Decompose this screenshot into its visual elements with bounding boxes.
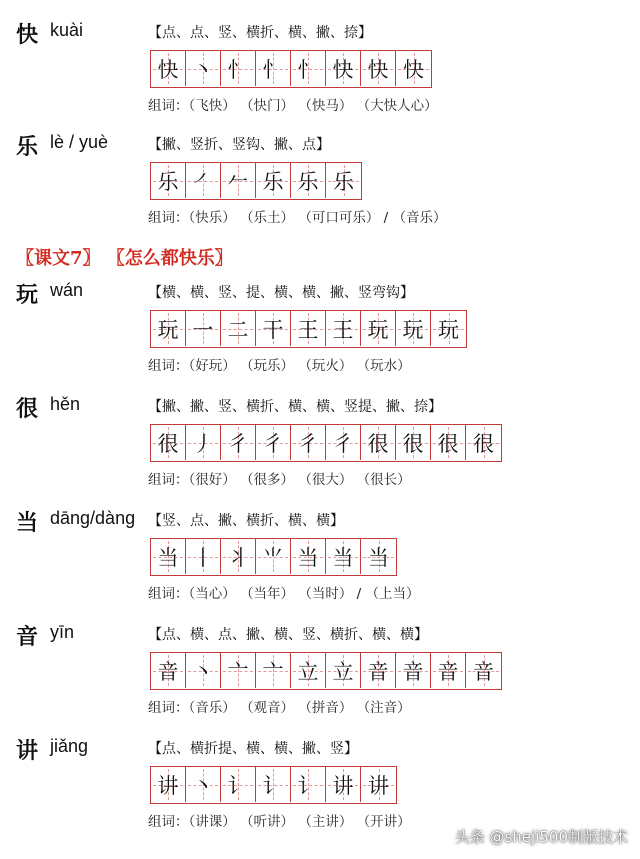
grid-cell [186, 767, 221, 802]
stroke-step-glyph: 彳 [262, 431, 284, 456]
grid-cell [326, 653, 361, 688]
main-character: 很 [16, 396, 39, 422]
grid-cell [326, 51, 361, 86]
pinyin: yīn [50, 622, 75, 642]
writing-grid [150, 162, 362, 200]
stroke-step-glyph: 快 [157, 57, 179, 82]
grid-cell [291, 539, 326, 574]
stroke-step-glyph: 很 [402, 431, 424, 456]
grid-cell [291, 311, 326, 346]
main-character: 当 [16, 510, 39, 536]
grid-cell [256, 653, 291, 688]
stroke-step-glyph: 讠 [262, 773, 284, 798]
grid-cell [291, 767, 326, 802]
stroke-step-glyph: 忄 [297, 57, 319, 82]
stroke-step-glyph: 音 [402, 659, 424, 684]
stroke-step-glyph: 乐 [333, 169, 354, 194]
main-character: 快 [16, 22, 39, 48]
stroke-step-glyph: 乐 [262, 169, 284, 194]
stroke-step-glyph: 立 [332, 659, 354, 684]
grid-cell [221, 539, 256, 574]
main-character: 音 [16, 624, 39, 650]
word-examples: 组词：（飞快） （快门） （快马） （大快人心） [148, 98, 438, 114]
stroke-step-glyph: 音 [473, 659, 494, 684]
word-examples: 组词：（音乐） （观音） （拼音） （注音） [148, 700, 411, 716]
word-examples: 组词：（讲课） （听讲） （主讲） （开讲） [148, 814, 411, 830]
grid-cell [326, 163, 361, 198]
grid-cell [151, 51, 186, 86]
stroke-step-glyph: 很 [473, 431, 494, 456]
stroke-step-glyph: 丶 [192, 57, 214, 82]
stroke-step-glyph: 音 [157, 659, 179, 684]
grid-cell [151, 425, 186, 460]
stroke-step-glyph: 音 [367, 659, 389, 684]
stroke-order-list: 【点、横、点、撇、横、竖、横折、横、横】 [148, 627, 428, 643]
grid-cell [151, 539, 186, 574]
stroke-step-glyph: 很 [157, 431, 179, 456]
stroke-step-glyph: 讲 [332, 773, 354, 798]
grid-cell [396, 311, 431, 346]
grid-cell [291, 51, 326, 86]
grid-cell [221, 425, 256, 460]
grid-cell [396, 425, 431, 460]
stroke-step-glyph: 当 [332, 545, 354, 570]
stroke-step-glyph: 忄 [262, 57, 284, 82]
stroke-step-glyph: 玩 [438, 317, 459, 342]
word-examples: 组词：（当心） （当年） （当时） / （上当） [148, 586, 420, 602]
grid-cell [221, 163, 256, 198]
grid-cell [186, 425, 221, 460]
stroke-order-list: 【撇、竖折、竖钩、撇、点】 [148, 137, 330, 153]
stroke-step-glyph: 亠 [227, 659, 249, 684]
stroke-step-glyph: 丬 [227, 545, 249, 570]
word-examples: 组词：（好玩） （玩乐） （玩火） （玩水） [148, 358, 411, 374]
stroke-order-list: 【撇、撇、竖、横折、横、横、竖提、撇、捺】 [148, 399, 442, 415]
stroke-step-glyph: 讲 [368, 773, 389, 798]
pinyin: kuài [50, 20, 84, 40]
grid-cell [326, 539, 361, 574]
grid-cell [396, 51, 431, 86]
main-character: 乐 [16, 134, 39, 160]
grid-cell [256, 767, 291, 802]
stroke-step-glyph: 干 [262, 317, 284, 342]
stroke-order-list: 【竖、点、撇、横折、横、横】 [148, 513, 344, 529]
stroke-step-glyph: 𠂉 [227, 169, 249, 194]
grid-cell [291, 425, 326, 460]
writing-grid [150, 538, 397, 576]
grid-cell [431, 653, 466, 688]
stroke-step-glyph: 彳 [297, 431, 319, 456]
stroke-order-list: 【横、横、竖、提、横、横、撇、竖弯钩】 [148, 285, 414, 301]
pinyin: lè / yuè [50, 132, 109, 152]
stroke-order-list: 【点、横折提、横、横、撇、竖】 [148, 741, 358, 757]
stroke-step-glyph: 很 [367, 431, 389, 456]
stroke-step-glyph: 玩 [402, 317, 424, 342]
stroke-step-glyph: 讠 [297, 773, 319, 798]
stroke-step-glyph: 乐 [157, 169, 179, 194]
stroke-step-glyph: 亠 [262, 659, 284, 684]
grid-cell [431, 311, 466, 346]
writing-grid [150, 50, 432, 88]
stroke-step-glyph: 乐 [297, 169, 319, 194]
grid-cell [151, 767, 186, 802]
pinyin: wán [50, 280, 84, 300]
grid-cell [221, 653, 256, 688]
grid-cell [361, 539, 396, 574]
grid-cell [291, 653, 326, 688]
lesson-heading: 〖课文7〗 〖怎么都快乐〗 [16, 248, 233, 269]
stroke-order-list: 【点、点、竖、横折、横、撇、捺】 [148, 25, 372, 41]
grid-cell [186, 539, 221, 574]
grid-cell [186, 163, 221, 198]
stroke-step-glyph: 讲 [157, 773, 179, 798]
stroke-step-glyph: 快 [332, 57, 354, 82]
grid-cell [186, 311, 221, 346]
stroke-step-glyph: 快 [367, 57, 389, 82]
pinyin: hěn [50, 394, 81, 414]
stroke-step-glyph: 很 [437, 431, 459, 456]
stroke-step-glyph: 王 [332, 317, 354, 342]
grid-cell [396, 653, 431, 688]
grid-cell [361, 51, 396, 86]
grid-cell [326, 425, 361, 460]
stroke-step-glyph: 忄 [227, 57, 249, 82]
main-character: 讲 [16, 738, 39, 764]
grid-cell [221, 51, 256, 86]
grid-cell [466, 653, 501, 688]
stroke-step-glyph: 当 [157, 545, 179, 570]
writing-grid [150, 424, 502, 462]
pinyin: jiǎng [50, 736, 89, 756]
stroke-step-glyph: 一 [192, 317, 214, 342]
stroke-step-glyph: 讠 [227, 773, 249, 798]
grid-cell [326, 311, 361, 346]
grid-cell [221, 311, 256, 346]
grid-cell [291, 163, 326, 198]
stroke-step-glyph: 当 [368, 545, 389, 570]
writing-grid [150, 652, 502, 690]
grid-cell [221, 767, 256, 802]
grid-cell [256, 539, 291, 574]
main-character: 玩 [16, 282, 39, 308]
grid-cell [186, 51, 221, 86]
stroke-step-glyph: ㇒ [192, 169, 214, 194]
writing-grid [150, 310, 467, 348]
grid-cell [431, 425, 466, 460]
grid-cell [361, 653, 396, 688]
stroke-step-glyph: 玩 [367, 317, 389, 342]
grid-cell [151, 653, 186, 688]
stroke-step-glyph: 玩 [157, 317, 179, 342]
grid-cell [361, 311, 396, 346]
grid-cell [256, 311, 291, 346]
stroke-step-glyph: 二 [227, 317, 249, 342]
stroke-step-glyph: 当 [297, 545, 319, 570]
grid-cell [466, 425, 501, 460]
word-examples: 组词：（快乐） （乐土） （可口可乐） / （音乐） [148, 210, 447, 226]
grid-cell [326, 767, 361, 802]
stroke-step-glyph: 王 [297, 317, 319, 342]
stroke-step-glyph: 丶 [192, 773, 214, 798]
writing-grid [150, 766, 397, 804]
grid-cell [256, 163, 291, 198]
stroke-step-glyph: 丿 [192, 431, 214, 456]
stroke-step-glyph: 彳 [332, 431, 354, 456]
stroke-step-glyph: 丨 [192, 545, 214, 570]
grid-cell [256, 425, 291, 460]
stroke-step-glyph: 音 [437, 659, 459, 684]
watermark: 头条 @sheji500制版技术 [454, 828, 628, 846]
stroke-step-glyph: 彳 [227, 431, 249, 456]
grid-cell [361, 767, 396, 802]
stroke-step-glyph: ⺌ [262, 545, 284, 570]
stroke-step-glyph: 快 [403, 57, 424, 82]
grid-cell [256, 51, 291, 86]
word-examples: 组词：（很好） （很多） （很大） （很长） [148, 472, 411, 488]
pinyin: dāng/dàng [50, 508, 136, 528]
stroke-step-glyph: 立 [297, 659, 319, 684]
grid-cell [151, 311, 186, 346]
grid-cell [186, 653, 221, 688]
stroke-step-glyph: 丶 [192, 659, 214, 684]
grid-cell [361, 425, 396, 460]
grid-cell [151, 163, 186, 198]
